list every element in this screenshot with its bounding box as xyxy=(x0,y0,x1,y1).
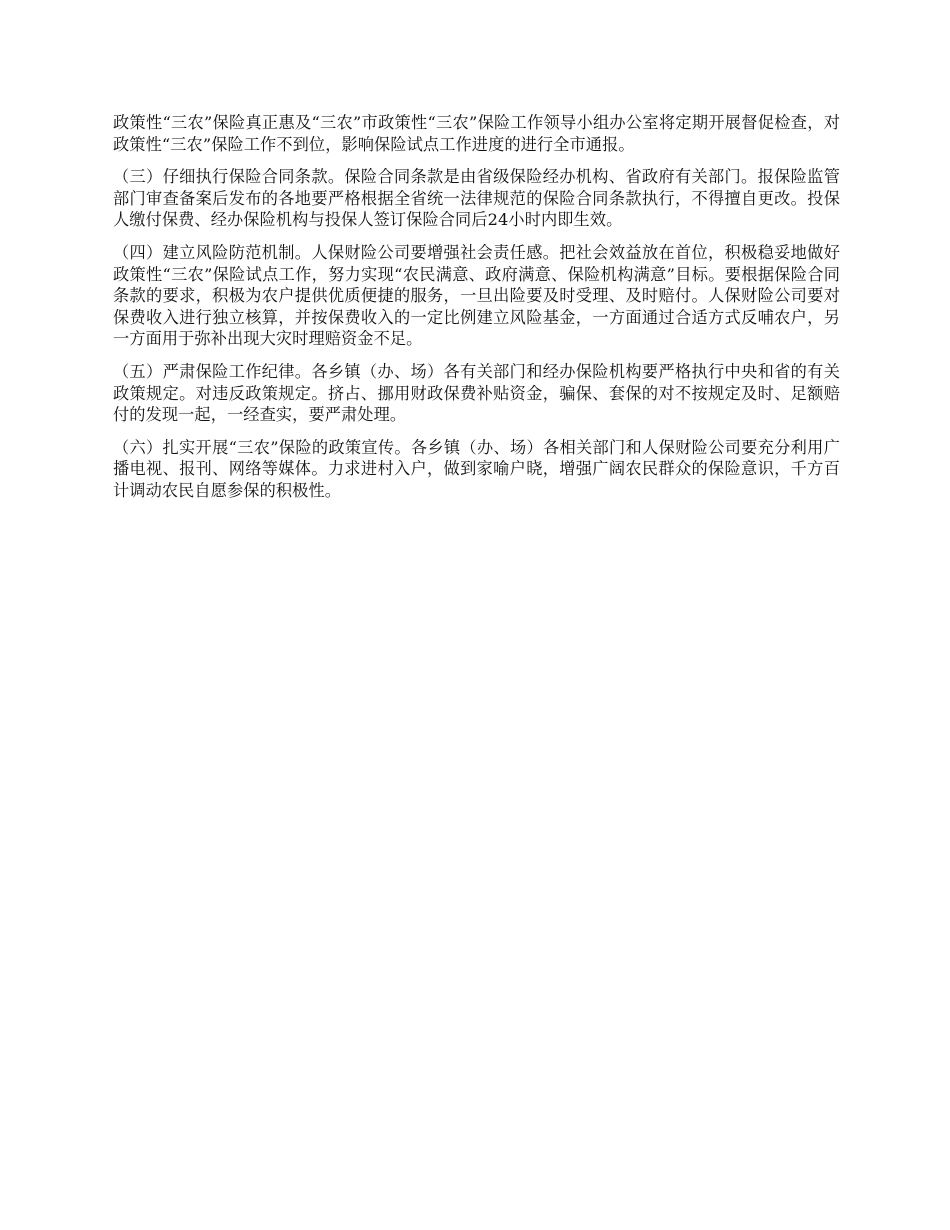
paragraph-contract-terms: （三）仔细执行保险合同条款。保险合同条款是由省级保险经办机构、省政府有关部门。报保险监管部门审查备案后发布的各地要严格根据全省统一法律规范的保险合同条款执行，不得擅自更改。投保人缴付保费、经办保险机构与投保人签订保险合同后24小时内即生效。 xyxy=(113,167,840,230)
paragraph-risk-prevention: （四）建立风险防范机制。人保财险公司要增强社会责任感。把社会效益放在首位，积极稳妥地做好政策性“三农”保险试点工作，努力实现“农民满意、政府满意、保险机构满意”目标。要根据保险合同条款的要求，积极为农户提供优质便捷的服务，一旦出险要及时受理、及时赔付。人保财险公司要对保费收入进行独立核算，并按保费收入的一定比例建立风险基金，一方面通过合适方式反哺农户，另一方面用于弥补出现大灾时理赔资金不足。 xyxy=(113,242,840,349)
paragraph-discipline: （五）严肃保险工作纪律。各乡镇（办、场）各有关部门和经办保险机构要严格执行中央和省的有关政策规定。对违反政策规定。挤占、挪用财政保费补贴资金，骗保、套保的对不按规定及时、足额赔付的发现一起，一经查实，要严肃处理。 xyxy=(113,361,840,425)
paragraph-supervision: 政策性“三农”保险真正惠及“三农”市政策性“三农”保险工作领导小组办公室将定期开展督促检查，对政策性“三农”保险工作不到位，影响保险试点工作进度的进行全市通报。 xyxy=(113,113,840,154)
paragraph-publicity: （六）扎实开展“三农”保险的政策宣传。各乡镇（办、场）各相关部门和人保财险公司要充分利用广播电视、报刊、网络等媒体。力求进村入户，做到家喻户晓，增强广阔农民群众的保险意识，千方百计调动农民自愿参保的积极性。 xyxy=(113,437,840,500)
document-page xyxy=(113,112,840,513)
